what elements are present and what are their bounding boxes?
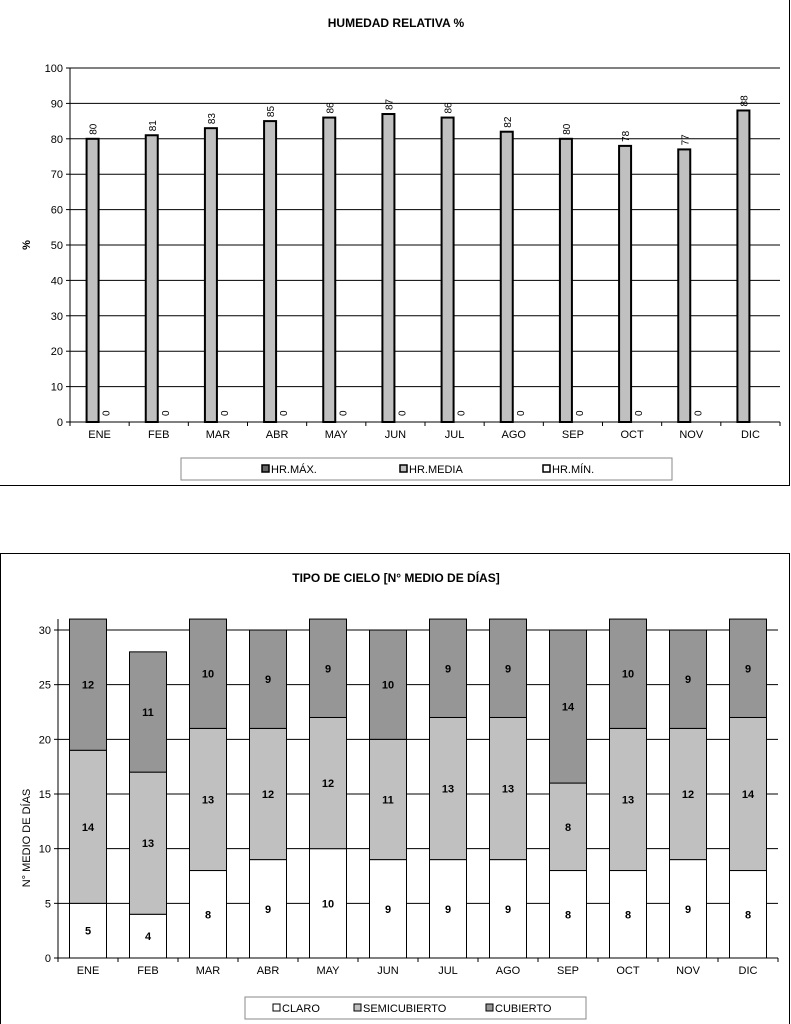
bar-hr-media	[87, 139, 99, 422]
data-label-cubierto: 9	[504, 663, 512, 676]
data-label-semicubierto: 8	[564, 821, 572, 834]
data-label-cubierto: 9	[264, 674, 272, 687]
y-tick-label: 15	[38, 789, 51, 801]
data-label-semicubierto: 13	[201, 794, 215, 807]
x-tick-label: OCT	[616, 965, 640, 977]
data-label-claro: 9	[264, 903, 272, 916]
x-tick-label: ABR	[256, 965, 280, 977]
x-tick-label: ABR	[265, 429, 289, 441]
bar-hr-media	[146, 135, 158, 422]
y-tick-label: 70	[50, 169, 63, 182]
data-label-claro: 10	[321, 898, 335, 911]
data-label-hr-min: 0	[279, 410, 291, 416]
y-tick-label: 60	[50, 204, 63, 217]
y-tick-label: 0	[56, 417, 63, 429]
data-label-hr-min: 0	[574, 410, 586, 416]
data-label-hr-min: 0	[219, 410, 231, 416]
sky-type-chart	[0, 553, 791, 1024]
y-tick-label: 100	[44, 63, 63, 75]
x-tick-label: DIC	[740, 429, 760, 441]
data-label-hr-min: 0	[160, 410, 172, 416]
x-tick-label: SEP	[561, 429, 584, 441]
y-tick-label: 80	[50, 133, 63, 146]
bar-hr-media	[560, 139, 572, 422]
x-tick-label: MAY	[316, 965, 340, 977]
bar-hr-media	[323, 118, 335, 422]
data-label-hr-media: 78	[621, 130, 633, 142]
legend-label: SEMICUBIERTO	[363, 1003, 447, 1015]
bar-hr-media	[501, 132, 513, 422]
y-tick-label: 10	[50, 381, 63, 394]
data-label-hr-media: 82	[502, 116, 514, 128]
data-label-hr-min: 0	[693, 410, 705, 416]
data-label-semicubierto: 11	[382, 794, 394, 807]
x-tick-label: JUN	[384, 429, 407, 441]
y-tick-label: 40	[50, 275, 63, 288]
data-label-hr-min: 0	[397, 410, 409, 416]
legend-label: HR.MÁX.	[271, 464, 317, 476]
chart-title: HUMEDAD RELATIVA %	[327, 16, 465, 30]
bar-hr-media	[382, 114, 394, 422]
x-tick-label: MAR	[195, 965, 221, 977]
x-tick-label: SEP	[556, 965, 580, 977]
x-tick-label: JUL	[438, 965, 458, 977]
legend-label: HR.MÍN.	[552, 464, 595, 476]
x-tick-label: DIC	[738, 965, 758, 977]
data-label-claro: 8	[204, 909, 212, 922]
x-tick-label: MAY	[324, 429, 348, 441]
y-tick-label: 50	[50, 240, 63, 252]
bar-hr-media	[264, 121, 276, 422]
bar-hr-media	[442, 118, 454, 422]
data-label-hr-min: 0	[456, 410, 468, 416]
x-tick-label: FEB	[148, 429, 170, 441]
legend-swatch	[400, 465, 407, 472]
data-label-cubierto: 10	[201, 668, 215, 681]
data-label-claro: 9	[684, 903, 692, 916]
data-label-hr-min: 0	[515, 410, 527, 416]
data-label-semicubierto: 13	[441, 783, 455, 796]
data-label-cubierto: 9	[324, 663, 332, 676]
bar-hr-media	[678, 149, 690, 422]
data-label-hr-min: 0	[101, 410, 113, 416]
data-label-cubierto: 9	[684, 674, 692, 687]
data-label-cubierto: 14	[561, 701, 575, 714]
x-tick-label: AGO	[495, 965, 521, 977]
data-label-semicubierto: 14	[741, 789, 755, 801]
data-label-hr-media: 88	[739, 95, 751, 107]
data-label-hr-media: 77	[680, 134, 692, 146]
data-label-claro: 9	[444, 903, 452, 916]
data-label-cubierto: 9	[444, 663, 452, 676]
y-tick-label: 5	[44, 898, 51, 911]
legend-label: HR.MEDIA	[409, 464, 463, 476]
data-label-hr-media: 86	[325, 102, 337, 114]
x-tick-label: AGO	[501, 429, 526, 441]
data-label-hr-media: 83	[206, 113, 218, 125]
data-label-claro: 5	[84, 925, 92, 938]
data-label-cubierto: 10	[621, 668, 635, 681]
y-tick-label: 30	[50, 310, 63, 323]
y-tick-label: 20	[50, 346, 63, 359]
data-label-claro: 8	[744, 909, 752, 922]
x-tick-label: ENE	[88, 429, 111, 441]
data-label-claro: 4	[144, 931, 152, 944]
legend-label: CUBIERTO	[495, 1003, 552, 1015]
data-label-hr-media: 80	[88, 123, 100, 135]
legend-swatch	[486, 1004, 493, 1011]
bar-hr-media	[205, 128, 217, 422]
legend-swatch	[354, 1004, 361, 1011]
data-label-semicubierto: 13	[501, 783, 515, 796]
legend-swatch	[543, 465, 550, 472]
x-tick-label: OCT	[620, 429, 644, 441]
data-label-cubierto: 9	[744, 663, 752, 676]
humidity-chart	[0, 0, 791, 490]
x-tick-label: FEB	[137, 965, 159, 977]
data-label-hr-media: 80	[561, 123, 573, 135]
legend-swatch	[262, 465, 269, 472]
data-label-hr-media: 86	[443, 102, 455, 114]
y-tick-label: 30	[38, 625, 51, 637]
y-tick-label: 90	[50, 98, 63, 111]
data-label-hr-min: 0	[634, 410, 646, 416]
y-tick-label: 0	[44, 953, 51, 965]
data-label-hr-media: 81	[147, 120, 159, 132]
bar-hr-media	[737, 110, 749, 422]
y-tick-label: 20	[38, 734, 51, 747]
data-label-cubierto: 10	[381, 679, 395, 692]
x-tick-label: NOV	[679, 429, 704, 441]
data-label-claro: 9	[504, 903, 512, 916]
data-label-semicubierto: 13	[141, 838, 155, 851]
data-label-semicubierto: 12	[321, 778, 335, 791]
y-axis-label: %	[21, 240, 33, 250]
x-tick-label: NOV	[676, 965, 700, 977]
bar-hr-media	[619, 146, 631, 422]
data-label-semicubierto: 12	[261, 789, 275, 801]
x-tick-label: MAR	[205, 429, 231, 441]
legend-swatch	[273, 1004, 280, 1011]
y-tick-label: 10	[38, 843, 51, 856]
x-tick-label: JUN	[377, 965, 399, 977]
data-label-semicubierto: 13	[621, 794, 635, 807]
data-label-semicubierto: 14	[81, 821, 95, 834]
chart-title: TIPO DE CIELO [N° MEDIO DE DÍAS]	[292, 571, 500, 585]
y-tick-label: 25	[38, 679, 51, 692]
legend-label: CLARO	[282, 1003, 320, 1015]
x-tick-label: ENE	[76, 965, 100, 977]
data-label-hr-media: 87	[384, 98, 396, 111]
data-label-hr-media: 85	[266, 105, 278, 118]
data-label-cubierto: 11	[142, 707, 154, 719]
data-label-claro: 9	[384, 903, 392, 916]
data-label-semicubierto: 12	[681, 789, 695, 801]
data-label-claro: 8	[624, 909, 632, 922]
data-label-claro: 8	[564, 909, 572, 922]
data-label-hr-min: 0	[338, 410, 350, 416]
x-tick-label: JUL	[444, 429, 465, 441]
y-axis-label: N° MEDIO DE DÍAS	[21, 788, 33, 888]
data-label-cubierto: 12	[81, 679, 95, 692]
